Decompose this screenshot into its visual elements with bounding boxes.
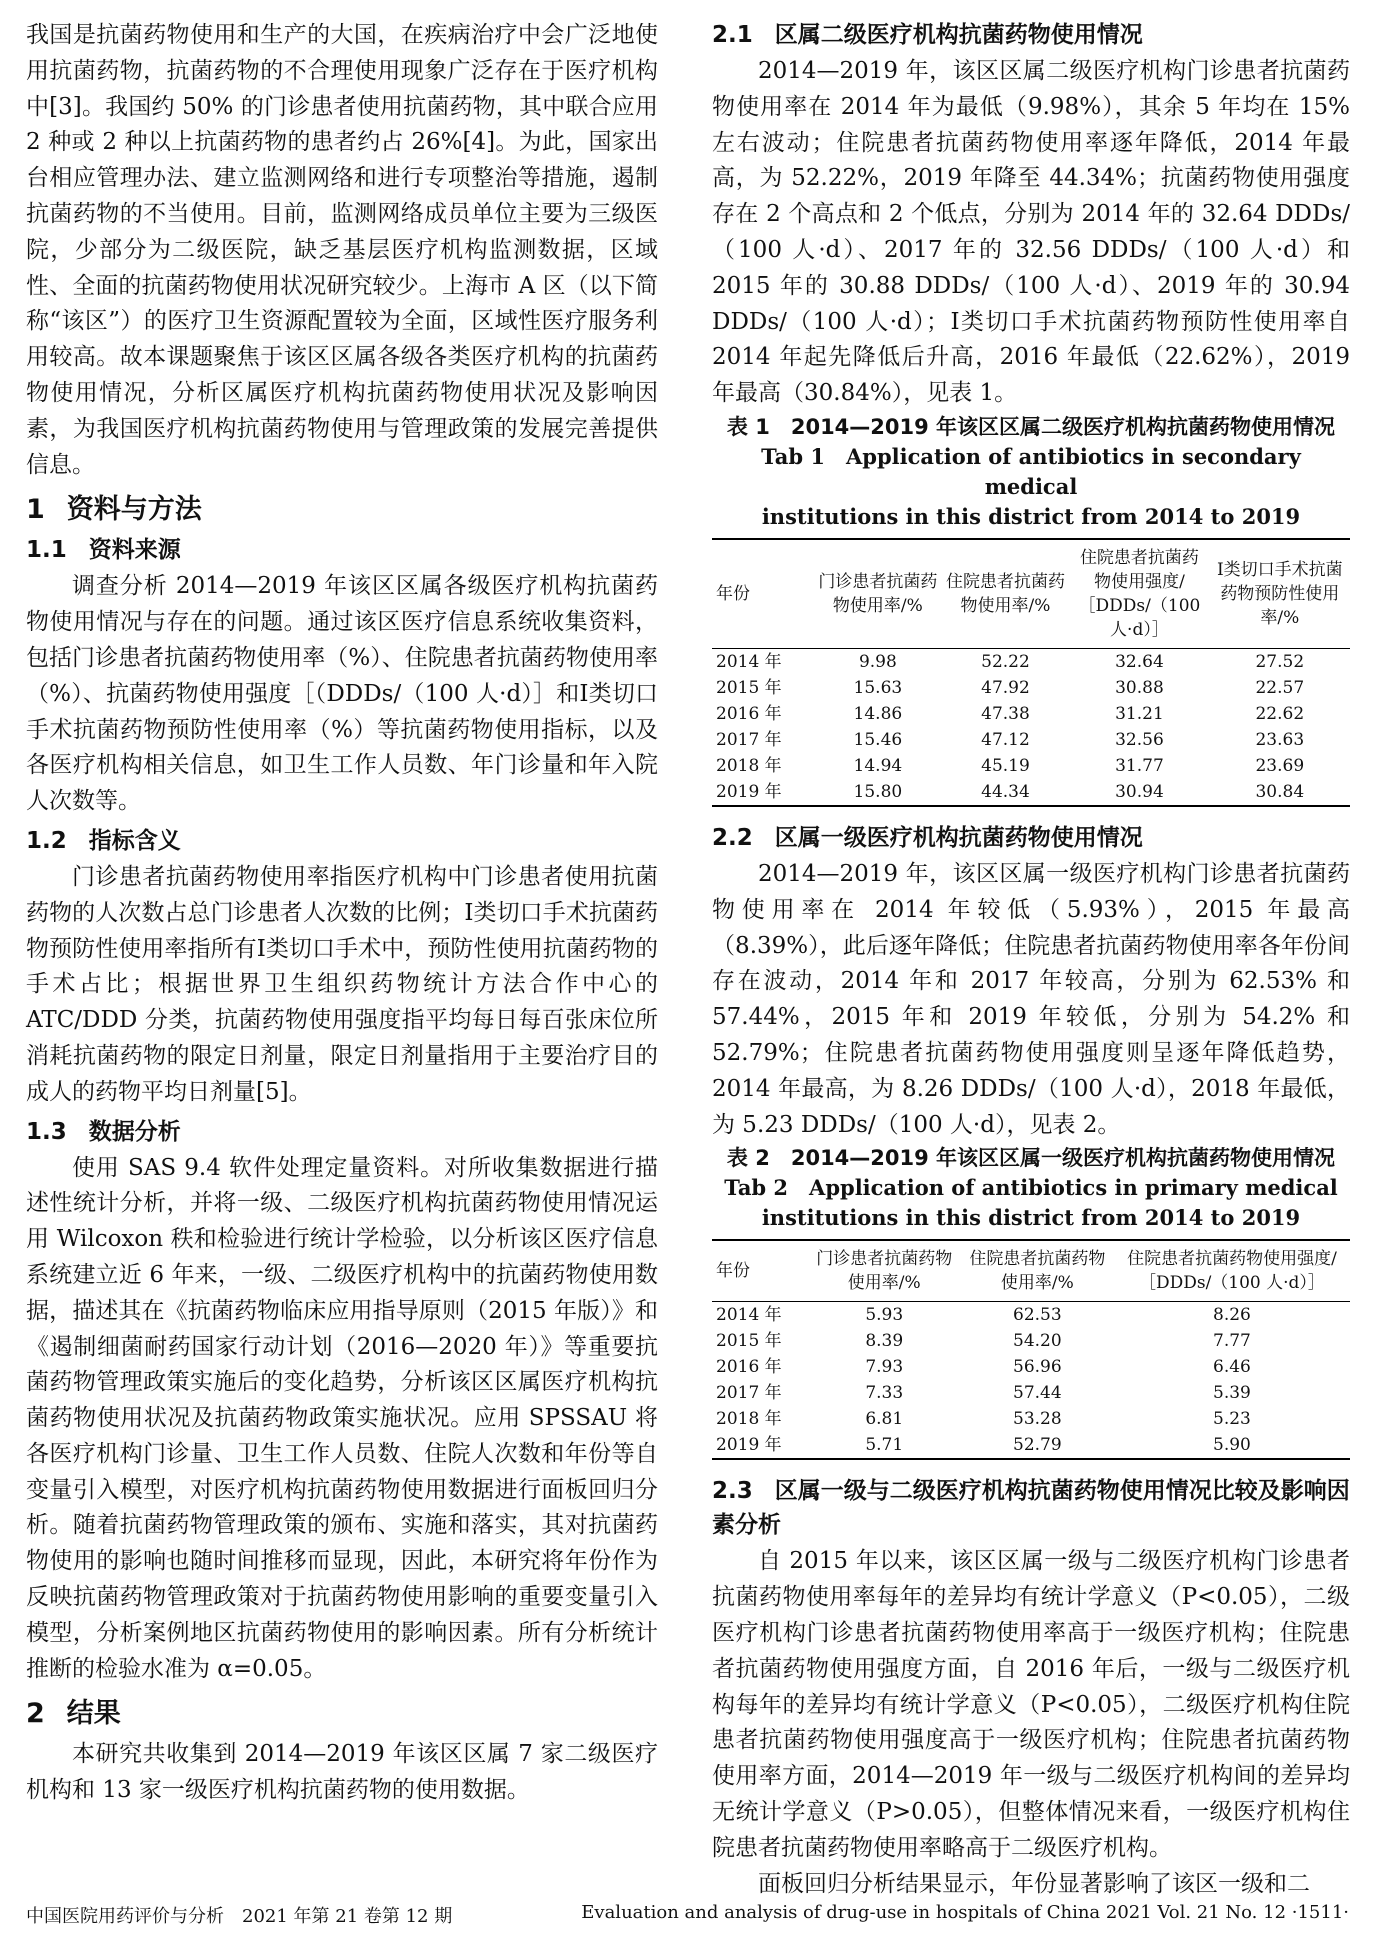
paragraph-2: 本研究共收集到 2014—2019 年该区区属 7 家二级医疗机构和 13 家一级医疗机构抗菌药物的使用数据。 [26, 1741, 658, 1804]
table-row [712, 1432, 1350, 1459]
paragraph-2-1: 2014—2019 年，该区区属二级医疗机构门诊患者抗菌药物使用率在 2014 年为最低（9.98%），其余 5 年均在 15% 左右波动；住院患者抗菌药物使用率逐年降低，2014 年最高，为 52.22%，2019 年降至 44.34%；抗菌药物使用强度存在 2 个高点和 2 个低点，分别为 2014 年的 32.64 DDDs/（100 人·d）、2017 年的 32.56 DDDs/（100 人·d）和 2015 年的 30.88 DDDs/（100 人·d）、2019 年的 30.94 DDDs/（100 人·d）；Ⅰ类切口手术抗菌药物预防性使用率自 2014 年起先降低后升高，2016 年最低（22.62%），2019 年最高（30.84%），见表 1。 [712, 58, 1350, 407]
journal-footer-en: Evaluation and analysis of drug-use in hospitals of China 2021 Vol. 21 No. 12 ·1511· [581, 1902, 1349, 1923]
section-title: 结果 [66, 1698, 121, 1730]
table-cell: 2019 年 [716, 1435, 782, 1456]
table-cell: 14.86 [853, 703, 903, 724]
table-cell: 2015 年 [716, 1331, 782, 1352]
table-cell: 2016 年 [716, 703, 782, 724]
table-1 [712, 538, 1350, 807]
column-header: 门诊患者抗菌药物使用率/% [816, 1249, 953, 1294]
table-row [712, 648, 1350, 675]
table-cell: 2017 年 [716, 729, 782, 750]
section-title: 资料与方法 [66, 494, 202, 526]
section-number: 2 [26, 1698, 45, 1730]
section-number: 1.2 [26, 827, 67, 854]
paragraph-1-3: 使用 SAS 9.4 软件处理定量资料。对所收集数据进行描述性统计分析，并将一级、二级医疗机构抗菌药物使用情况运用 Wilcoxon 秩和检验进行统计学检验，以分析该区医疗信息系统建立近 6 年来，一级、二级医疗机构中的抗菌药物使用数据，描述其在《抗菌药物临床应用指导原则（2015 年版）》和《遏制细菌耐药国家行动计划（2016—2020 年）》等重要抗菌药物管理政策实施后的变化趋势，分析该区区属医疗机构抗菌药物使用状况及抗菌药物政策实施状况。应用 SPSSAU 将各医疗机构门诊量、卫生工作人员数、住院人次数和年份等自变量引入模型，对医疗机构抗菌药物使用数据进行面板回归分析。随着抗菌药物管理政策的颁布、实施和落实，其对抗菌药物使用的影响也随时间推移而显现，因此，本研究将年份作为反映抗菌药物管理政策对于抗菌药物使用影响的重要变量引入模型，分析案例地区抗菌药物使用的影响因素。所有分析统计推断的检验水准为 α=0.05。 [26, 1154, 658, 1682]
table-row [712, 753, 1350, 779]
table-row [712, 1302, 1350, 1329]
table-cell: 7.33 [865, 1383, 904, 1404]
table-cell: 47.38 [981, 703, 1030, 724]
section-1-1-heading [26, 533, 658, 567]
table-cell: 23.69 [1255, 755, 1305, 776]
column-header: 年份 [716, 583, 750, 604]
table-cell: 6.46 [1213, 1357, 1251, 1378]
section-number: 2.2 [712, 824, 753, 851]
column-header: 住院患者抗菌药物使用率/% [969, 1249, 1106, 1294]
table-cell: 2018 年 [716, 755, 782, 776]
table-2 [712, 1239, 1350, 1460]
table-cell: 8.26 [1213, 1305, 1251, 1326]
table-cell: 30.94 [1115, 781, 1164, 802]
table-cell: 2014 年 [716, 1305, 782, 1326]
left-column [26, 18, 658, 1809]
table-cell: 15.63 [853, 677, 903, 698]
paragraph-1-2: 门诊患者抗菌药物使用率指医疗机构中门诊患者使用抗菌药物的人次数占总门诊患者人次数的比例；Ⅰ类切口手术抗菌药物预防性使用率指所有Ⅰ类切口手术中，预防性使用抗菌药物的手术占比；根据世界卫生组织药物统计方法合作中心的 ATC/DDD 分类，抗菌药物使用强度指平均每日每百张床位所消耗抗菌药物的限定日剂量，限定日剂量指用于主要治疗目的成人的药物平均日剂量[5]。 [26, 863, 658, 1105]
paragraph-2-3: 自 2015 年以来，该区区属一级与二级医疗机构门诊患者抗菌药物使用率每年的差异均有统计学意义（P<0.05），二级医疗机构门诊患者抗菌药物使用率高于一级医疗机构；住院患者抗菌药物使用强度方面，自 2016 年后，一级与二级医疗机构每年的差异均有统计学意义（P<0.05），二级医疗机构住院患者抗菌药物使用强度高于一级医疗机构；住院患者抗菌药物使用率方面，2014—2019 年一级与二级医疗机构间的差异均无统计学意义（P>0.05），但整体情况来看，一级医疗机构住院患者抗菌药物使用率略高于二级医疗机构。 [712, 1548, 1350, 1861]
table-cell: 2019 年 [716, 781, 782, 802]
table-cell: 47.92 [981, 677, 1030, 698]
table-cell: 2014 年 [716, 651, 782, 672]
table-cell: 32.64 [1115, 651, 1164, 672]
table-cell: 22.62 [1255, 703, 1305, 724]
section-2-heading [26, 1696, 658, 1732]
section-2-1-heading [712, 18, 1350, 52]
paragraph-2-2: 2014—2019 年，该区区属一级医疗机构门诊患者抗菌药物使用率在 2014 年较低（5.93%），2015 年最高（8.39%），此后逐年降低；住院患者抗菌药物使用率各年份间存在波动，2014 年和 2017 年较高，分别为 62.53% 和 57.44%，2015 年和 2019 年较低，分别为 54.2% 和 52.79%；住院患者抗菌药物使用强度则呈逐年降低趋势，2014 年最高，为 8.26 DDDs/（100 人·d），2018 年最低，为 5.23 DDDs/（100 人·d），见表 2。 [712, 860, 1350, 1138]
page-footer [26, 1902, 1349, 1928]
table-cell: 6.81 [865, 1409, 904, 1430]
table-row [712, 675, 1350, 701]
table-2-caption-cn: 表 2 2014—2019 年该区区属一级医疗机构抗菌药物使用情况 [726, 1146, 1336, 1171]
table-cell: 52.22 [981, 651, 1030, 672]
table-1-caption-en-line2: institutions in this district from 2014 to 2019 [761, 503, 1301, 529]
table-cell: 8.39 [865, 1331, 904, 1352]
section-title: 区属一级与二级医疗机构抗菌药物使用情况比较及影响因素分析 [712, 1478, 1350, 1539]
table-cell: 7.77 [1213, 1331, 1251, 1352]
table-cell: 62.53 [1013, 1305, 1062, 1326]
table-cell: 14.94 [853, 755, 903, 776]
table-cell: 2016 年 [716, 1357, 782, 1378]
section-title: 指标含义 [88, 827, 181, 854]
table-cell: 2015 年 [716, 677, 782, 698]
intro-paragraph: 我国是抗菌药物使用和生产的大国，在疾病治疗中会广泛地使用抗菌药物，抗菌药物的不合理使用现象广泛存在于医疗机构中[3]。我国约 50% 的门诊患者使用抗菌药物，其中联合应用 2 种或 2 种以上抗菌药物的患者约占 26%[4]。为此，国家出台相应管理办法、建立监测网络和进行专项整治等措施，遏制抗菌药物的不当使用。目前，监测网络成员单位主要为三级医院，少部分为二级医院，缺乏基层医疗机构监测数据，区域性、全面的抗菌药物使用状况研究较少。上海市 A 区（以下简称“该区”）的医疗卫生资源配置较为全面，区域性医疗服务利用较高。故本课题聚焦于该区区属各级各类医疗机构的抗菌药物使用情况，分析区属医疗机构抗菌药物使用状况及影响因素，为我国医疗机构抗菌药物使用与管理政策的发展完善提供信息。 [26, 22, 658, 478]
table-cell: 5.71 [865, 1435, 904, 1456]
section-1-2-heading [26, 824, 658, 858]
table-row [712, 1406, 1350, 1432]
table-2-caption-en-line2: institutions in this district from 2014 to 2019 [761, 1205, 1301, 1231]
column-header: 住院患者抗菌药物使用强度/［DDDs/（100 人·d）］ [1127, 1249, 1337, 1294]
table-row [712, 1354, 1350, 1380]
table-cell: 5.39 [1213, 1383, 1251, 1404]
column-header: 住院患者抗菌药物使用强度/［DDDs/（100 人·d）］ [1078, 547, 1201, 640]
table-cell: 31.77 [1115, 755, 1164, 776]
journal-footer-cn: 中国医院用药评价与分析 2021 年第 21 卷第 12 期 [26, 1906, 453, 1927]
table-cell: 15.80 [853, 781, 903, 802]
section-number: 1.1 [26, 537, 67, 564]
column-header: 门诊患者抗菌药物使用率/% [818, 571, 938, 616]
paragraph-1-1: 调查分析 2014—2019 年该区区属各级医疗机构抗菌药物使用情况与存在的问题。通过该区医疗信息系统收集资料，包括门诊患者抗菌药物使用率（%）、住院患者抗菌药物使用率（%）、抗菌药物使用强度［（DDDs/（100 人·d）］和Ⅰ类切口手术抗菌药物预防性使用率（%）等抗菌药物使用指标，以及各医疗机构相关信息，如卫生工作人员数、年门诊量和年入院人次数等。 [26, 573, 658, 815]
table-header-row [712, 1240, 1350, 1302]
table-cell: 54.20 [1013, 1331, 1062, 1352]
section-2-2-heading [712, 821, 1350, 855]
table-1-caption-en-line1: Tab 1 Application of antibiotics in secondary medical [761, 443, 1301, 499]
table-header-row [712, 539, 1350, 649]
table-cell: 53.28 [1013, 1409, 1062, 1430]
table-cell: 45.19 [981, 755, 1030, 776]
table-cell: 27.52 [1255, 651, 1305, 672]
table-cell: 56.96 [1013, 1357, 1062, 1378]
section-title: 资料来源 [88, 537, 181, 564]
table-cell: 52.79 [1013, 1435, 1062, 1456]
section-number: 2.1 [712, 22, 753, 48]
section-1-heading [26, 492, 658, 528]
paragraph-2-3-continued: 面板回归分析结果显示，年份显著影响了该区一级和二 [758, 1870, 1310, 1897]
table-cell: 57.44 [1013, 1383, 1062, 1404]
section-title: 区属一级医疗机构抗菌药物使用情况 [774, 824, 1143, 851]
table-cell: 15.46 [853, 729, 903, 750]
table-row [712, 1328, 1350, 1354]
table-row [712, 779, 1350, 806]
table-cell: 32.56 [1115, 729, 1164, 750]
table-cell: 47.12 [981, 729, 1030, 750]
section-number: 1.3 [26, 1118, 67, 1145]
section-title: 区属二级医疗机构抗菌药物使用情况 [774, 22, 1143, 48]
table-cell: 23.63 [1255, 729, 1305, 750]
table-cell: 9.98 [858, 651, 897, 672]
section-2-3-heading [712, 1474, 1350, 1542]
section-1-3-heading [26, 1115, 658, 1149]
table-row [712, 701, 1350, 727]
table-cell: 2018 年 [716, 1409, 782, 1430]
table-cell: 7.93 [865, 1357, 904, 1378]
table-2-caption-en-line1: Tab 2 Application of antibiotics in primary medical [724, 1175, 1338, 1201]
column-header: 住院患者抗菌药物使用率/% [945, 571, 1065, 616]
table-cell: 30.84 [1255, 781, 1305, 802]
table-row [712, 727, 1350, 753]
table-cell: 30.88 [1115, 677, 1164, 698]
table-1-caption-cn: 表 1 2014—2019 年该区区属二级医疗机构抗菌药物使用情况 [726, 414, 1336, 439]
right-column [712, 18, 1350, 1902]
table-cell: 44.34 [981, 781, 1030, 802]
table-row [712, 1380, 1350, 1406]
column-header: Ⅰ类切口手术抗菌药物预防性使用率/% [1216, 559, 1343, 628]
table-cell: 5.23 [1213, 1409, 1251, 1430]
section-title: 数据分析 [88, 1118, 181, 1145]
table-cell: 2017 年 [716, 1383, 782, 1404]
table-cell: 31.21 [1115, 703, 1164, 724]
column-header: 年份 [716, 1261, 750, 1282]
section-number: 1 [26, 494, 45, 526]
table-cell: 5.90 [1213, 1435, 1251, 1456]
table-cell: 22.57 [1255, 677, 1305, 698]
section-number: 2.3 [712, 1478, 753, 1505]
table-cell: 5.93 [865, 1305, 904, 1326]
